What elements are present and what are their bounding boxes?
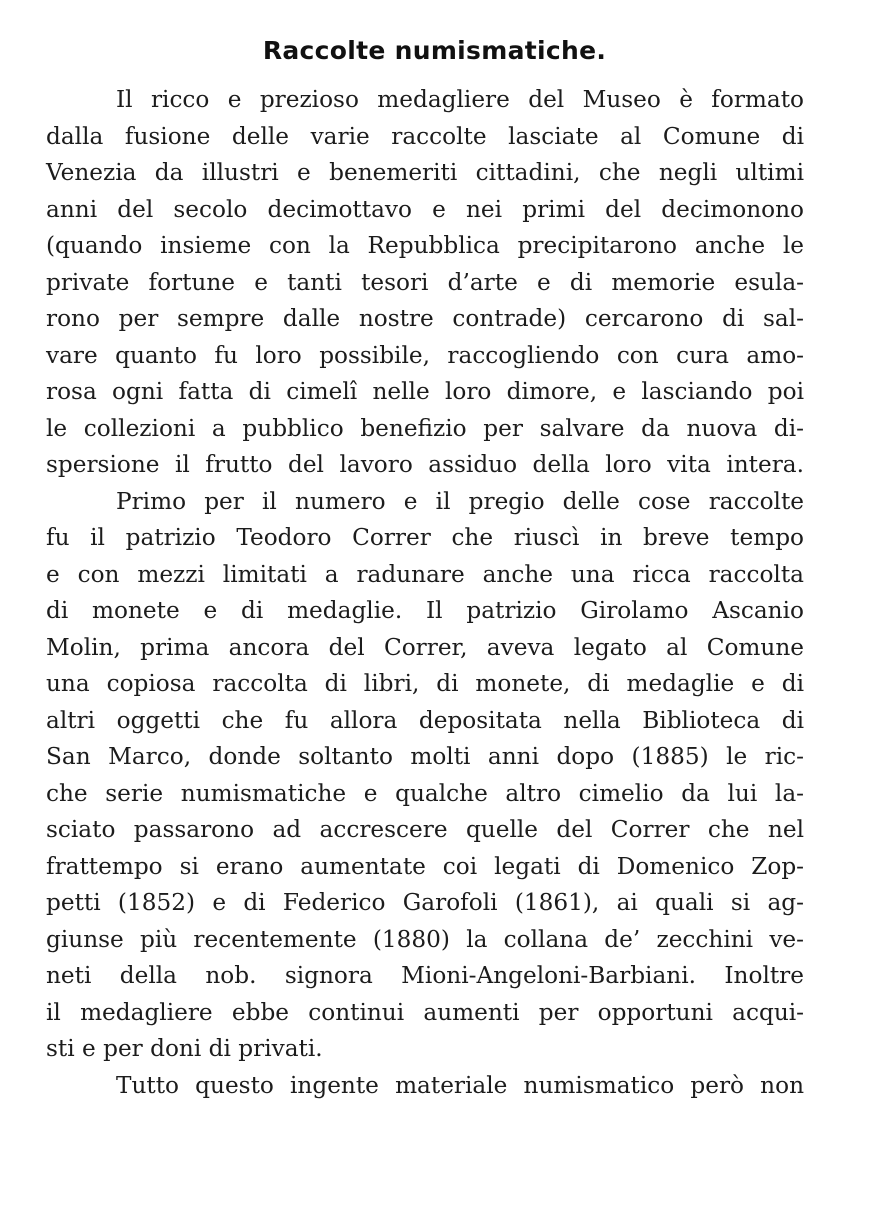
text-line: (quando insieme con la Repubblica precipitarono anche le	[46, 232, 804, 259]
text-line: altri oggetti che fu allora depositata nella Biblioteca di	[46, 706, 804, 734]
text-line: rosa ogni fatta di cimelî nelle loro dimore, e lasciando poi	[46, 378, 804, 405]
text-line: sciato passarono ad accrescere quelle del Correr che nel	[46, 816, 804, 843]
text-line: Venezia da illustri e benemeriti cittadini, che negli ultimi	[46, 159, 804, 186]
text-line: frattempo si erano aumentate coi legati di Domenico Zop-	[46, 852, 804, 880]
text-line: e con mezzi limitati a radunare anche una ricca raccolta	[46, 560, 804, 588]
text-line: neti della nob. signora Mioni-Angeloni-Barbiani. Inoltre	[46, 962, 804, 989]
body-text	[46, 82, 804, 1104]
text-line: dalla fusione delle varie raccolte lasciate al Comune di	[46, 122, 804, 150]
text-line: Il ricco e prezioso medagliere del Museo è formato	[116, 86, 804, 113]
text-line: Primo per il numero e il pregio delle cose raccolte	[116, 487, 804, 515]
text-line: le collezioni a pubblico benefizio per salvare da nuova di-	[46, 414, 804, 442]
text-line: San Marco, donde soltanto molti anni dopo (1885) le ric-	[46, 743, 804, 770]
text-line: spersione il frutto del lavoro assiduo della loro vita intera.	[46, 451, 804, 478]
text-line: anni del secolo decimottavo e nei primi del decimonono	[46, 195, 804, 223]
text-line: Tutto questo ingente materiale numismatico però non	[116, 1071, 804, 1099]
page-title: Raccolte numismatiche.	[262, 36, 607, 65]
text-line: una copiosa raccolta di libri, di monete, di medaglie e di	[46, 670, 804, 697]
text-line: Molin, prima ancora del Correr, aveva legato al Comune	[46, 633, 804, 661]
text-line: vare quanto fu loro possibile, raccogliendo con cura amo-	[46, 341, 804, 369]
text-line: il medagliere ebbe continui aumenti per opportuni acqui-	[46, 998, 804, 1026]
text-line: giunse più recentemente (1880) la collana de’ zecchini ve-	[46, 925, 804, 953]
text-line: private fortune e tanti tesori d’arte e di memorie esula-	[46, 268, 804, 296]
text-line: sti e per doni di privati.	[46, 1035, 323, 1062]
text-line: fu il patrizio Teodoro Correr che riuscì in breve tempo	[46, 524, 804, 551]
text-line: rono per sempre dalle nostre contrade) cercarono di sal-	[46, 305, 804, 332]
text-line: di monete e di medaglie. Il patrizio Girolamo Ascanio	[46, 597, 804, 624]
text-line: che serie numismatiche e qualche altro cimelio da lui la-	[46, 779, 804, 807]
text-line: petti (1852) e di Federico Garofoli (1861), ai quali si ag-	[46, 889, 804, 916]
